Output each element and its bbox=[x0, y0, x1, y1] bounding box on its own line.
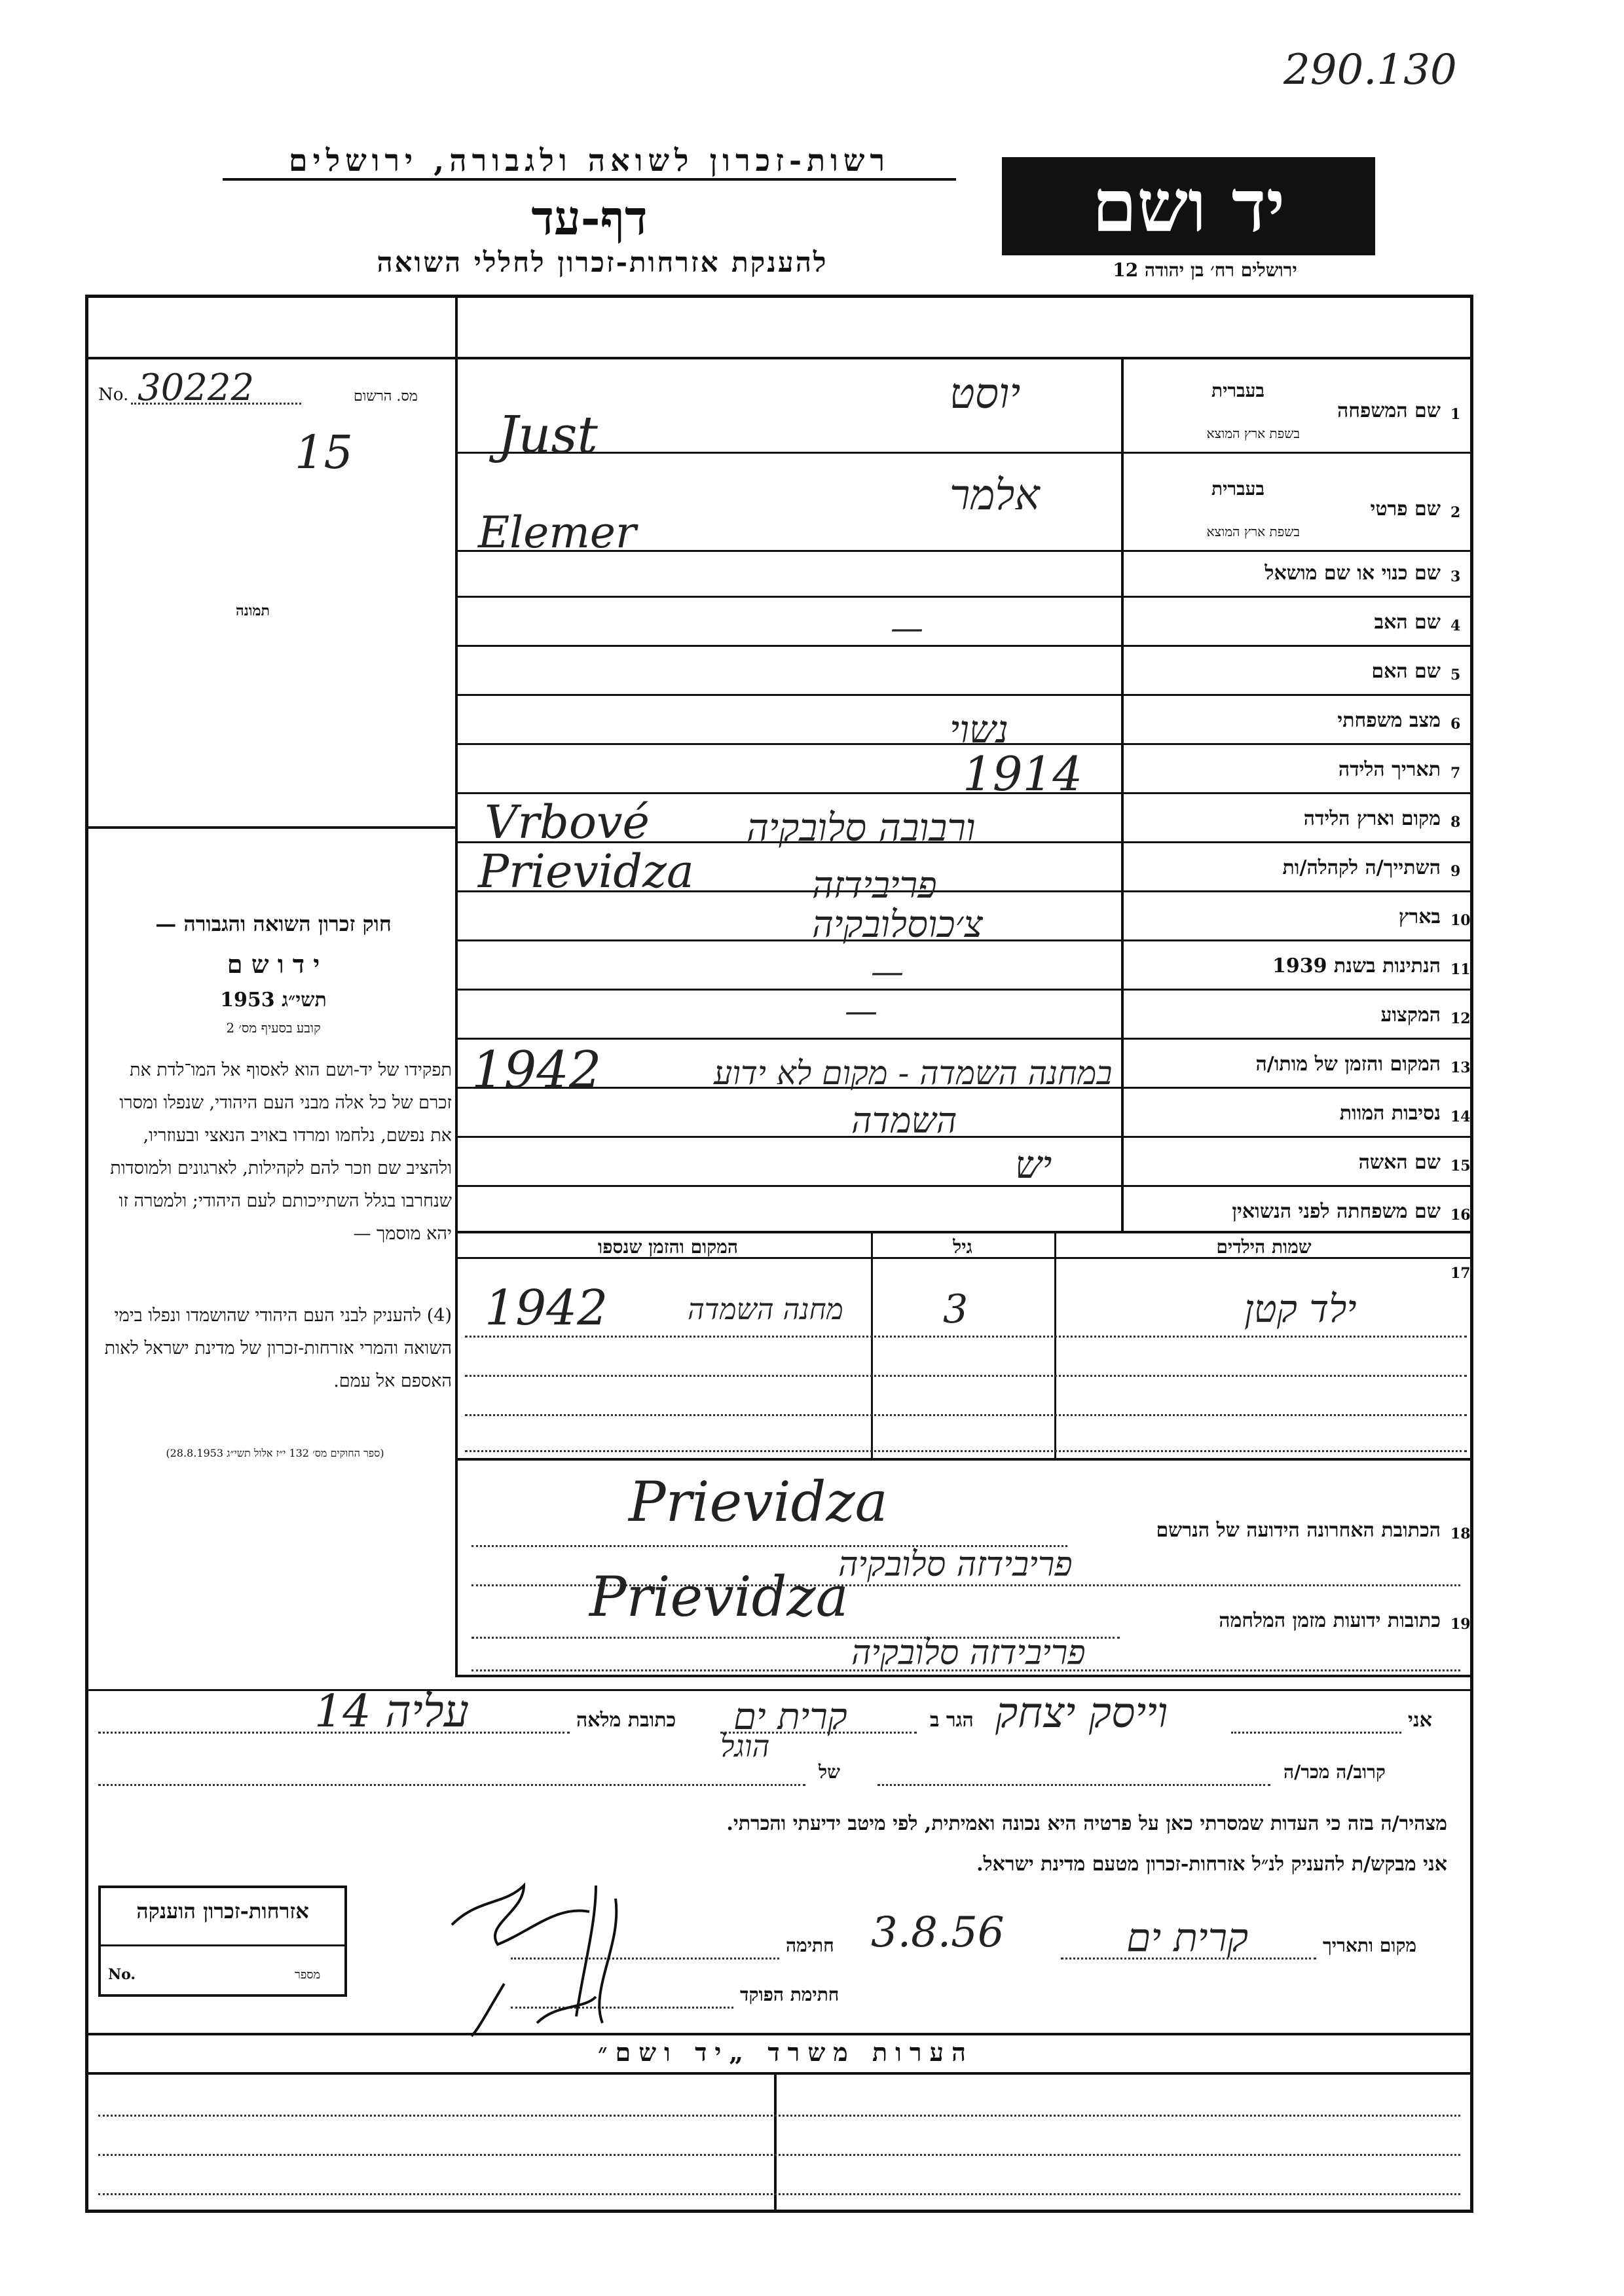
field-9-label: השתייך/ה לקהלה/ות bbox=[1282, 856, 1441, 879]
decl-statement-1: מצהיר/ה בזה כי העדות שמסרתי כאן על פרטיה היא נכונה ואמיתית, לפי מיטב ידיעתי והכרתי. bbox=[726, 1812, 1447, 1835]
field-18-num: 18 bbox=[1450, 1525, 1471, 1542]
decl-officer-signature: חתימת הפוקד bbox=[740, 1984, 840, 2005]
field-14-label: נסיבות המוות bbox=[1339, 1102, 1441, 1125]
field-15-num: 15 bbox=[1450, 1157, 1471, 1175]
field-2-value-local: Elemer bbox=[478, 507, 637, 558]
field-15-value: יש bbox=[1015, 1142, 1052, 1187]
header-address: ירושלים רח׳ בן יהודה 12 bbox=[1113, 259, 1297, 281]
field-8-label: מקום וארץ הלידה bbox=[1303, 807, 1441, 830]
children-col-age: גיל bbox=[953, 1236, 972, 1258]
field-4-num: 4 bbox=[1450, 617, 1461, 634]
field-12-num: 12 bbox=[1450, 1010, 1471, 1027]
children-col-place: המקום והזמן שנספו bbox=[598, 1236, 738, 1258]
photo-label: תמונה bbox=[236, 602, 270, 619]
field-12-value: — bbox=[845, 992, 877, 1030]
law-clause: קובע בסעיף מס׳ 2 bbox=[226, 1020, 321, 1036]
child-1-age: 3 bbox=[943, 1286, 969, 1332]
registration-sub: 15 bbox=[295, 426, 354, 479]
decl-resides-value: קרית ים bbox=[733, 1696, 847, 1738]
field-2-num: 2 bbox=[1450, 504, 1461, 521]
decl-statement-2: אני מבקש/ת להעניק לנ״ל אזרחות-זכרון מטעם מדינת ישראל. bbox=[976, 1853, 1447, 1876]
law-body-2: (4) להעניק לבני העם היהודי שהושמדו ונפלו בימי השואה והמרי אזרחות-זכרון של מדינת ישראל לאות האספם אל עמם. bbox=[104, 1305, 452, 1391]
field-2-label: שם פרטי bbox=[1370, 498, 1441, 520]
address19-value: פריבידזה סלובקיה bbox=[851, 1633, 1086, 1673]
field-10-value: צ׳כוסלובקיה bbox=[812, 903, 983, 946]
law-year: תשי״ג 1953 bbox=[220, 989, 327, 1011]
registration-number: 30222 bbox=[138, 367, 255, 409]
field-9-num: 9 bbox=[1450, 863, 1461, 880]
field-9-value: פריבידזה bbox=[812, 864, 937, 907]
address19-label: כתובות ידועות מזמן המלחמה bbox=[1219, 1609, 1441, 1632]
authority-name: רשות-זכרון לשואה ולגבורה, ירושלים bbox=[223, 143, 956, 181]
form-subtitle: להענקת אזרחות-זכרון לחללי השואה bbox=[377, 246, 828, 278]
decl-ani: אני bbox=[1408, 1709, 1432, 1732]
field-7-num: 7 bbox=[1450, 765, 1461, 782]
field-8-value: ורבובה סלובקיה bbox=[747, 805, 976, 850]
field-8-value-local: Vrbové bbox=[485, 795, 650, 849]
field-5-label: שם האם bbox=[1371, 660, 1441, 683]
field-4-value: — bbox=[891, 609, 923, 647]
address18-label: הכתובת האחרונה הידועה של הנרשם bbox=[1156, 1519, 1441, 1542]
field-4-label: שם האב bbox=[1374, 611, 1441, 634]
decl-full-address: כתובת מלאה bbox=[576, 1709, 676, 1732]
field-2-sub-heb: בעברית bbox=[1211, 478, 1265, 500]
field-2-value-heb: אלמר bbox=[950, 471, 1040, 520]
field-1-sub-local: בשפת ארץ המוצא bbox=[1206, 426, 1300, 441]
decl-full-address-value: עליה 14 bbox=[314, 1686, 470, 1738]
field-13-year: 1942 bbox=[471, 1041, 602, 1100]
field-13-label: המקום והזמן של מותו/ה bbox=[1255, 1053, 1441, 1076]
yad-vashem-logo: יד ושם bbox=[1002, 157, 1375, 255]
decl-resides: הגר ב bbox=[930, 1709, 974, 1732]
decl-ani-value: וייסק יצחק bbox=[995, 1689, 1168, 1738]
award-title: אזרחות-זכרון הוענקה bbox=[136, 1899, 309, 1923]
field-15-label: שם האשה bbox=[1358, 1151, 1441, 1174]
law-title: חוק זכרון השואה והגבורה — bbox=[155, 911, 392, 936]
decl-of-value: הוגל bbox=[720, 1728, 770, 1764]
field-3-num: 3 bbox=[1450, 568, 1461, 585]
child-1-place: מחנה השמדה bbox=[688, 1293, 843, 1326]
registration-label: מס. הרשום bbox=[354, 388, 418, 405]
field-11-num: 11 bbox=[1450, 961, 1471, 978]
address18-value-local: Prievidza bbox=[629, 1470, 888, 1534]
decl-relative: קרוב/ה מכר/ה bbox=[1283, 1761, 1386, 1783]
field-6-num: 6 bbox=[1450, 716, 1461, 733]
child-1-name: ילד קטן bbox=[1244, 1286, 1357, 1331]
office-notes-title: הערות משרד „יד ושם״ bbox=[598, 2037, 974, 2067]
award-no: No. bbox=[108, 1966, 136, 1983]
field-1-value-heb: יוסט bbox=[950, 370, 1021, 418]
field-7-label: תאריך הלידה bbox=[1338, 758, 1441, 781]
field-17-num: 17 bbox=[1450, 1265, 1471, 1282]
child-1-year: 1942 bbox=[485, 1280, 608, 1336]
law-body: תפקידו של יד-ושם הוא לאסוף אל המו־לדת את זכרם של כל אלה מבני העם היהודי, שנפלו ומסרו את נפשם, נלחמו ומרדו באויב הנאצי ובעוזריו, ולהציב שם וזכר להם לקהילות, לארגונים ולמוסדות שנחרבו בגלל השתייכותם לעם היהודי; ולמטרה זו יהא מוסמך — bbox=[110, 1060, 452, 1244]
field-11-value: — bbox=[871, 953, 904, 991]
signature-scribble bbox=[426, 1872, 661, 2043]
field-16-num: 16 bbox=[1450, 1207, 1471, 1224]
field-13-num: 13 bbox=[1450, 1059, 1471, 1076]
field-6-label: מצב משפחתי bbox=[1337, 709, 1441, 732]
field-19-num: 19 bbox=[1450, 1616, 1471, 1633]
field-14-value: השמדה bbox=[851, 1100, 957, 1141]
field-9-value-local: Prievidza bbox=[478, 845, 694, 898]
decl-place-value: קרית ים bbox=[1126, 1915, 1249, 1961]
field-1-label: שם המשפחה bbox=[1337, 399, 1441, 422]
form-title: דף-עד bbox=[531, 190, 648, 246]
law-org: י ד ו ש ם bbox=[227, 949, 320, 979]
decl-place-date: מקום ותאריך bbox=[1323, 1935, 1417, 1956]
field-7-value: 1914 bbox=[963, 746, 1083, 801]
field-10-label: בארץ bbox=[1398, 905, 1441, 928]
field-16-label: שם משפחתה לפני הנשואין bbox=[1232, 1200, 1441, 1223]
field-8-num: 8 bbox=[1450, 814, 1461, 831]
field-6-value: נשוי bbox=[950, 707, 1008, 752]
field-10-num: 10 bbox=[1450, 912, 1471, 929]
field-1-num: 1 bbox=[1450, 406, 1461, 423]
field-11-label: הנתינות בשנת 1939 bbox=[1272, 955, 1441, 977]
field-14-num: 14 bbox=[1450, 1108, 1471, 1125]
decl-signature-label: חתימה bbox=[786, 1935, 834, 1956]
field-1-sub-heb: בעברית bbox=[1211, 380, 1265, 401]
field-13-value: במחנה השמדה - מקום לא ידוע bbox=[714, 1054, 1113, 1092]
address18-value: פריבידזה סלובקיה bbox=[838, 1545, 1073, 1584]
page-number: 290.130 bbox=[1283, 46, 1457, 94]
field-2-sub-local: בשפת ארץ המוצא bbox=[1206, 524, 1300, 539]
award-mispar: מספר bbox=[295, 1968, 321, 1982]
field-1-value-local: Just bbox=[498, 406, 598, 465]
decl-date-value: 3.8.56 bbox=[871, 1908, 1005, 1957]
decl-of: של bbox=[819, 1761, 840, 1783]
law-source: (ספר החוקים מס׳ 132 י״ז אלול תשי״ג 28.8.1953) bbox=[166, 1447, 384, 1459]
address19-value-local: Prievidza bbox=[589, 1565, 849, 1629]
field-5-num: 5 bbox=[1450, 666, 1461, 683]
registration-no-label: No. bbox=[98, 385, 129, 405]
field-12-label: המקצוע bbox=[1380, 1004, 1441, 1027]
field-3-label: שם כנוי או שם מושאל bbox=[1264, 562, 1441, 585]
children-col-names: שמות הילדים bbox=[1216, 1236, 1312, 1258]
